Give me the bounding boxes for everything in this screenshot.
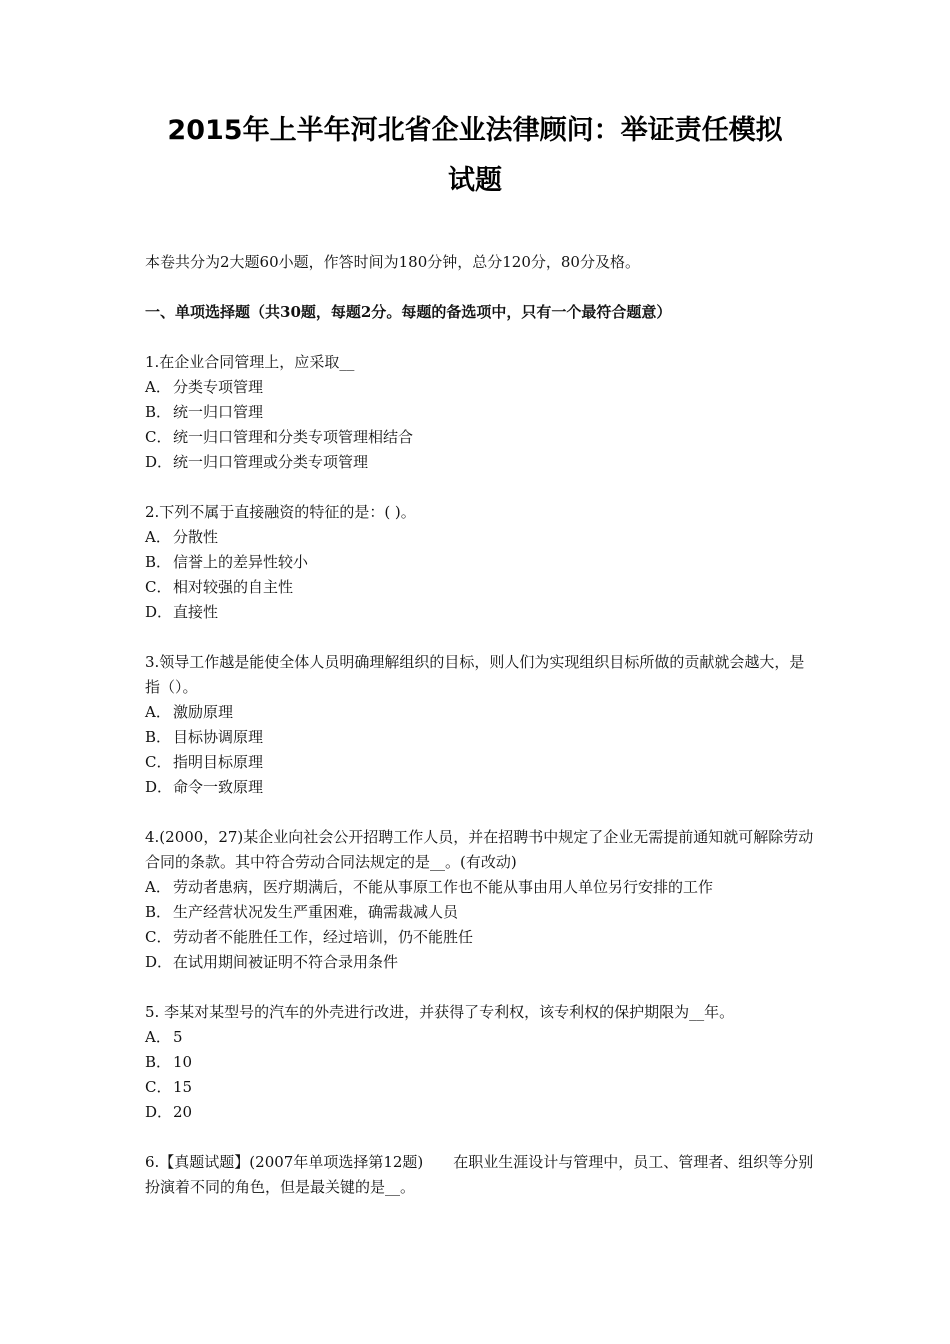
option-text: 劳动者不能胜任工作，经过培训，仍不能胜任 [173,928,474,946]
option-text: 20 [173,1103,193,1121]
exam-intro: 本卷共分为2大题60小题，作答时间为180分钟，总分120分，80分及格。 [145,253,640,271]
question-6 [145,1150,815,1200]
option-letter: A． [145,1028,171,1046]
option-letter: D． [145,953,173,971]
option-text: 分类专项管理 [173,378,264,396]
option-letter: C． [145,753,172,771]
option-d [145,775,815,800]
document-title-continued: 试题 [448,165,502,196]
option-b [145,550,815,575]
option-c [145,925,815,950]
option-d [145,950,815,975]
option-text: 劳动者患病，医疗期满后，不能从事原工作也不能从事由用人单位另行安排的工作 [173,878,714,896]
question-4 [145,825,815,975]
question-stem: 5. 李某对某型号的汽车的外壳进行改进，并获得了专利权，该专利权的保护期限为__年。 [145,1003,735,1021]
option-text: 分散性 [173,528,219,546]
option-a [145,700,815,725]
option-text: 统一归口管理 [173,403,264,421]
option-letter: B． [145,903,172,921]
document-title: 2015年上半年河北省企业法律顾问：举证责任模拟 [167,115,783,146]
option-text: 指明目标原理 [173,753,264,771]
option-letter: B． [145,1053,172,1071]
option-letter: C． [145,928,172,946]
question-stem: 6.【真题试题】(2007年单项选择第12题) 在职业生涯设计与管理中，员工、管理者、组织等分别扮演着不同的角色，但是最关键的是__。 [145,1153,814,1196]
question-1 [145,350,815,475]
option-b [145,400,815,425]
option-letter: D． [145,603,173,621]
option-c [145,750,815,775]
option-text: 统一归口管理或分类专项管理 [173,453,369,471]
option-a [145,875,815,900]
option-b [145,1050,815,1075]
option-text: 命令一致原理 [173,778,264,796]
question-2 [145,500,815,625]
question-stem: 1.在企业合同管理上，应采取__ [145,353,355,371]
option-text: 10 [173,1053,193,1071]
option-d [145,450,815,475]
option-text: 相对较强的自主性 [173,578,294,596]
option-text: 在试用期间被证明不符合录用条件 [173,953,399,971]
option-d [145,1100,815,1125]
document-body [145,250,815,1200]
option-c [145,425,815,450]
option-b [145,900,815,925]
section-heading: 一、单项选择题（共30题，每题2分。每题的备选项中，只有一个最符合题意） [145,303,672,321]
option-letter: D． [145,778,173,796]
option-letter: B． [145,728,172,746]
option-letter: D． [145,1103,173,1121]
option-letter: A． [145,378,171,396]
question-5 [145,1000,815,1125]
option-a [145,525,815,550]
option-letter: C． [145,578,172,596]
option-d [145,600,815,625]
option-text: 生产经营状况发生严重困难，确需裁减人员 [173,903,459,921]
option-text: 15 [173,1078,193,1096]
option-letter: B． [145,553,172,571]
option-text: 5 [173,1028,183,1046]
option-letter: D． [145,453,173,471]
option-letter: B． [145,403,172,421]
option-a [145,1025,815,1050]
option-text: 激励原理 [173,703,234,721]
option-text: 目标协调原理 [173,728,264,746]
option-b [145,725,815,750]
question-3 [145,650,815,800]
option-text: 信誉上的差异性较小 [173,553,309,571]
option-text: 直接性 [173,603,219,621]
option-text: 统一归口管理和分类专项管理相结合 [173,428,414,446]
question-stem: 2.下列不属于直接融资的特征的是：( )。 [145,503,416,521]
option-letter: C． [145,428,172,446]
option-letter: A． [145,703,171,721]
question-stem: 3.领导工作越是能使全体人员明确理解组织的目标，则人们为实现组织目标所做的贡献就会越大，是指（）。 [145,653,805,696]
option-a [145,375,815,400]
option-letter: C． [145,1078,172,1096]
option-letter: A． [145,878,171,896]
question-stem: 4.(2000，27)某企业向社会公开招聘工作人员，并在招聘书中规定了企业无需提前通知就可解除劳动合同的条款。其中符合劳动合同法规定的是__。(有改动) [145,828,814,871]
option-letter: A． [145,528,171,546]
option-c [145,1075,815,1100]
option-c [145,575,815,600]
